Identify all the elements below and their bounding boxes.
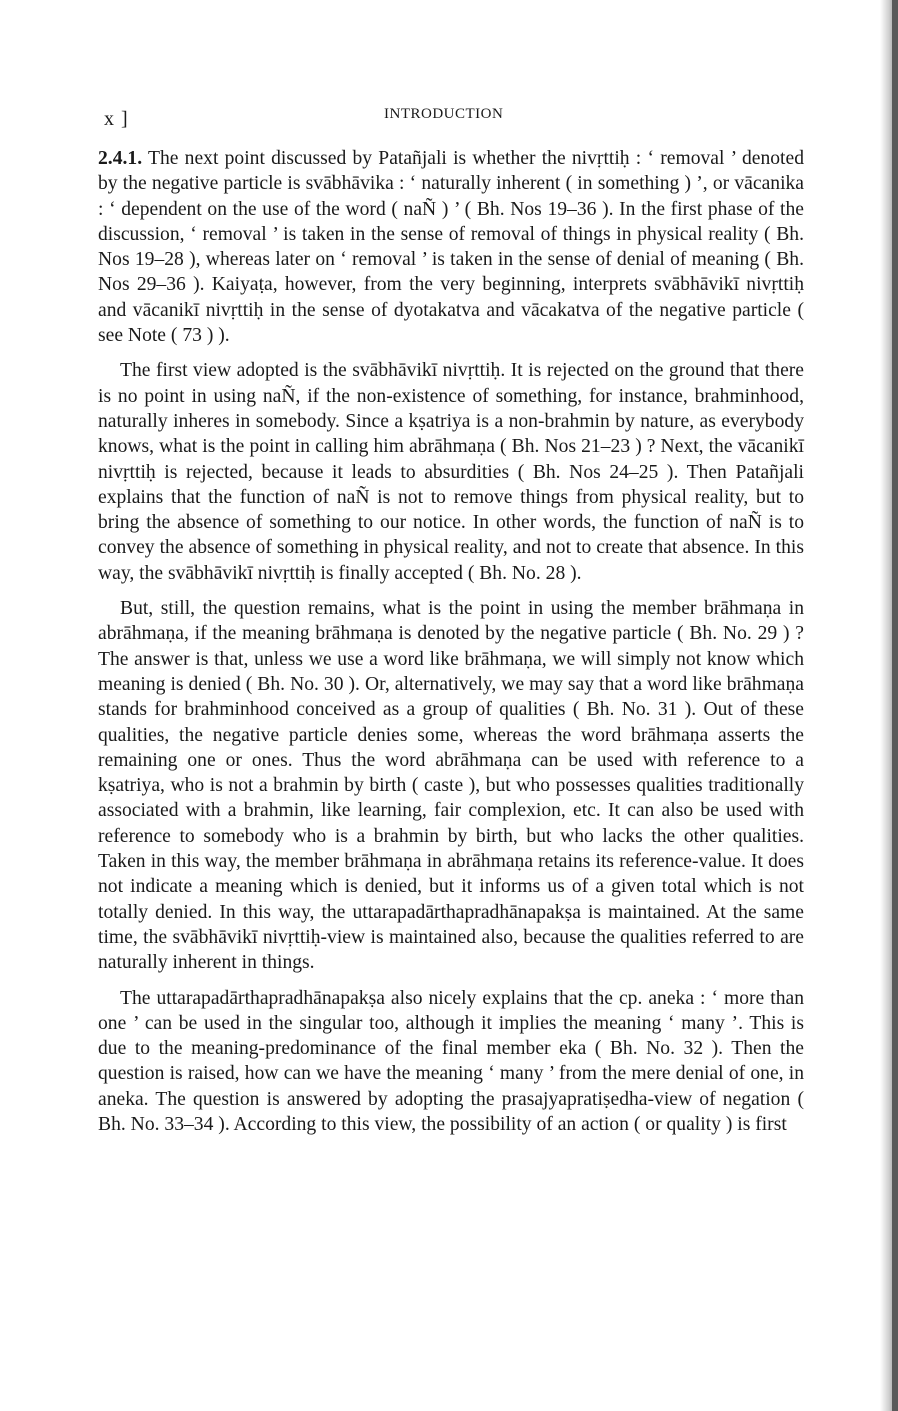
paragraph-text: The uttarapadārthapradhānapakṣa also nicely explains that the cp. aneka : ‘ more than one ’ can be used in the singular too, although it implies the meaning ‘ many ’. This is due to the meaning-predominance of the final member eka ( Bh. No. 32 ). Then the question is raised, how can we have the meaning ‘ many ’ from the mere denial of one, in aneka. The question is answered by adopting the prasajyapratiṣedha-view of negation ( Bh. No. 33–34 ). According to this view, the possibility of an action ( or quality ) is first — [98, 987, 804, 1135]
paragraph-2 — [98, 358, 804, 586]
paragraph-4 — [98, 986, 804, 1138]
paragraph-1 — [98, 146, 804, 348]
page-number: x ] — [104, 108, 129, 130]
paragraph-text: The first view adopted is the svābhāvikī nivṛttiḥ. It is rejected on the ground that there is no point in using naÑ, if the non-existence of something, for instance, brahminhood, naturally inheres in somebody. Since a kṣatriya is a non-brahmin by nature, as everybody knows, what is the point in calling him abrāhmaṇa ( Bh. Nos 21–23 ) ? Next, the vācanikī nivṛttiḥ is rejected, because it leads to absurdities ( Bh. Nos 24–25 ). Then Patañjali explains that the function of naÑ is not to remove things from physical reality, but to bring the absence of something to our notice. In other words, the function of naÑ is to convey the absence of something in physical reality, and not to create that absence. In this way, the svābhāvikī nivṛttiḥ is finally accepted ( Bh. No. 28 ). — [98, 360, 804, 584]
page-edge-dark — [892, 0, 898, 1411]
page-header — [102, 104, 802, 130]
body-text — [98, 146, 804, 1147]
section-number: 2.4.1. — [98, 148, 143, 169]
paragraph-3 — [98, 596, 804, 975]
paragraph-text: The next point discussed by Patañjali is whether the nivṛttiḥ : ‘ removal ’ denoted by the negative particle is svābhāvika : ‘ naturally inherent ( in something ) ’, or vācanika : ‘ dependent on the use of the word ( naÑ ) ’ ( Bh. Nos 19–36 ). In the first phase of the discussion, ‘ removal ’ is taken in the sense of removal of things in physical reality ( Bh. Nos 19–28 ), whereas later on ‘ removal ’ is taken in the sense of denial of meaning ( Bh. Nos 29–36 ). Kaiyaṭa, however, from the very beginning, interprets svābhāvikī nivṛttiḥ and vācanikī nivṛttiḥ in the sense of dyotakatva and vācakatva of the negative particle ( see Note ( 73 ) ). — [98, 148, 804, 347]
running-head: INTRODUCTION — [384, 106, 504, 122]
paragraph-text: But, still, the question remains, what is the point in using the member brāhmaṇa in abrāhmaṇa, if the meaning brāhmaṇa is denoted by the negative particle ( Bh. No. 29 ) ? The answer is that, unless we use a word like brāhmaṇa, we will simply not know which meaning is denied ( Bh. No. 30 ). Or, alternatively, we may say that a word like brāhmaṇa stands for brahminhood conceived as a group of qualities ( Bh. No. 31 ). Out of these qualities, the negative particle denies some, whereas the word brāhmaṇa asserts the remaining one or ones. Thus the word abrāhmaṇa can be used with reference to a kṣatriya, who is not a brahmin by birth ( caste ), but who possesses qualities traditionally associated with a brahmin, like learning, fair complexion, etc. It can also be used with reference to somebody who is a brahmin by birth, but who lacks the other qualities. Taken in this way, the member brāhmaṇa in abrāhmaṇa retains its reference-value. It does not indicate a meaning which is denied, but it informs us of a given total which is not totally denied. In this way, the uttarapadārthapradhānapakṣa is maintained. At the same time, the svābhāvikī nivṛttiḥ-view is maintained also, because the qualities referred to are naturally inherent in things. — [98, 598, 804, 974]
